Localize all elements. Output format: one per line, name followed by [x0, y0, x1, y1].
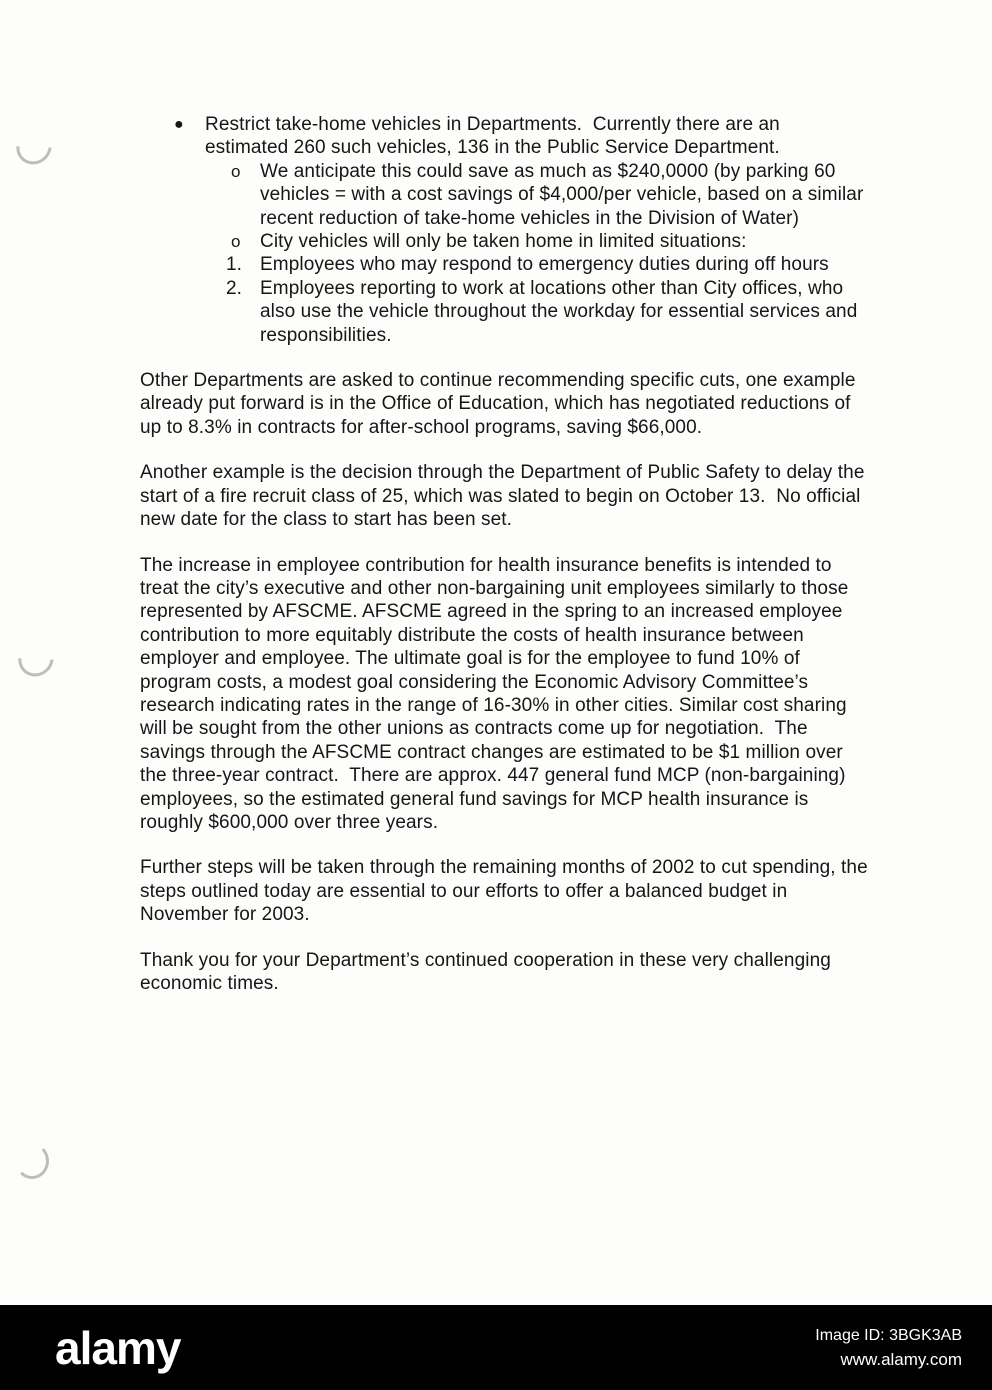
punch-hole-bottom [15, 1143, 49, 1179]
list-item-text: Employees reporting to work at locations other than City offices, who also use the vehicle throughout the workday for essential services and responsibilities. [260, 277, 863, 346]
list-item [140, 253, 868, 276]
list-item [140, 277, 868, 347]
number-marker: 2. [226, 277, 243, 299]
list-item-text: We anticipate this could save as much as $240,0000 (by parking 60 vehicles = with a cost savings of $4,000/per vehicle, based on a similar recent reduction of take-home vehicles in the Division of Water) [260, 160, 869, 229]
punch-hole-top [9, 122, 58, 171]
punch-hole-middle [11, 634, 60, 683]
number-marker: 1. [226, 254, 243, 276]
circle-marker: o [231, 161, 241, 181]
alamy-logo: alamy [55, 1321, 181, 1374]
paragraph: The increase in employee contribution for health insurance benefits is intended to treat the city’s executive and other non-bargaining unit employees similarly to those represented by AFSCME. AFSCME agreed in the spring to an increased employee contribution to more equitably distribute the costs of health insurance between employer and employee. The ultimate goal is for the employee to fund 10% of program costs, a modest goal considering the Economic Advisory Committee’s research indicating rates in the range of 16-30% in other cities. Similar cost sharing will be sought from the other unions as contracts come up for negotiation. The savings through the AFSCME contract changes are estimated to be $1 million over the three-year contract. There are approx. 447 general fund MCP (non-bargaining) employees, so the estimated general fund savings for MCP health insurance is roughly $600,000 over three years. [140, 554, 854, 833]
watermark-bar [0, 1305, 992, 1390]
list-item-text: Restrict take-home vehicles in Departments. Currently there are an estimated 260 such vehicles, 136 in the Public Service Department. [205, 114, 786, 159]
image-id-text: Image ID: 3BGK3AB [815, 1326, 962, 1344]
paragraph: Another example is the decision through the Department of Public Safety to delay the start of a fire recruit class of 25, which was slated to begin on October 13. No official new date for the class to start has been set. [140, 462, 870, 531]
list-item [140, 160, 868, 230]
alamy-url: www.alamy.com [840, 1349, 962, 1369]
list-item-text: City vehicles will only be taken home in limited situations: [260, 231, 747, 253]
paragraph: Thank you for your Department’s continued cooperation in these very challenging economic times. [140, 949, 837, 994]
circle-marker: o [231, 232, 241, 252]
list-item [140, 113, 868, 160]
memo-body [140, 113, 874, 995]
bullet-marker: ● [174, 116, 184, 133]
watermark-info [815, 1324, 962, 1372]
list-item-text: Employees who may respond to emergency duties during off hours [260, 254, 829, 276]
paragraph: Further steps will be taken through the remaining months of 2002 to cut spending, the steps outlined today are essential to our efforts to offer a balanced budget in November for 2003. [140, 857, 874, 926]
paragraph: Other Departments are asked to continue recommending specific cuts, one example already put forward is in the Office of Education, which has negotiated reductions of up to 8.3% in contracts for after-school programs, saving $66,000. [140, 370, 861, 438]
list-item [140, 230, 868, 253]
